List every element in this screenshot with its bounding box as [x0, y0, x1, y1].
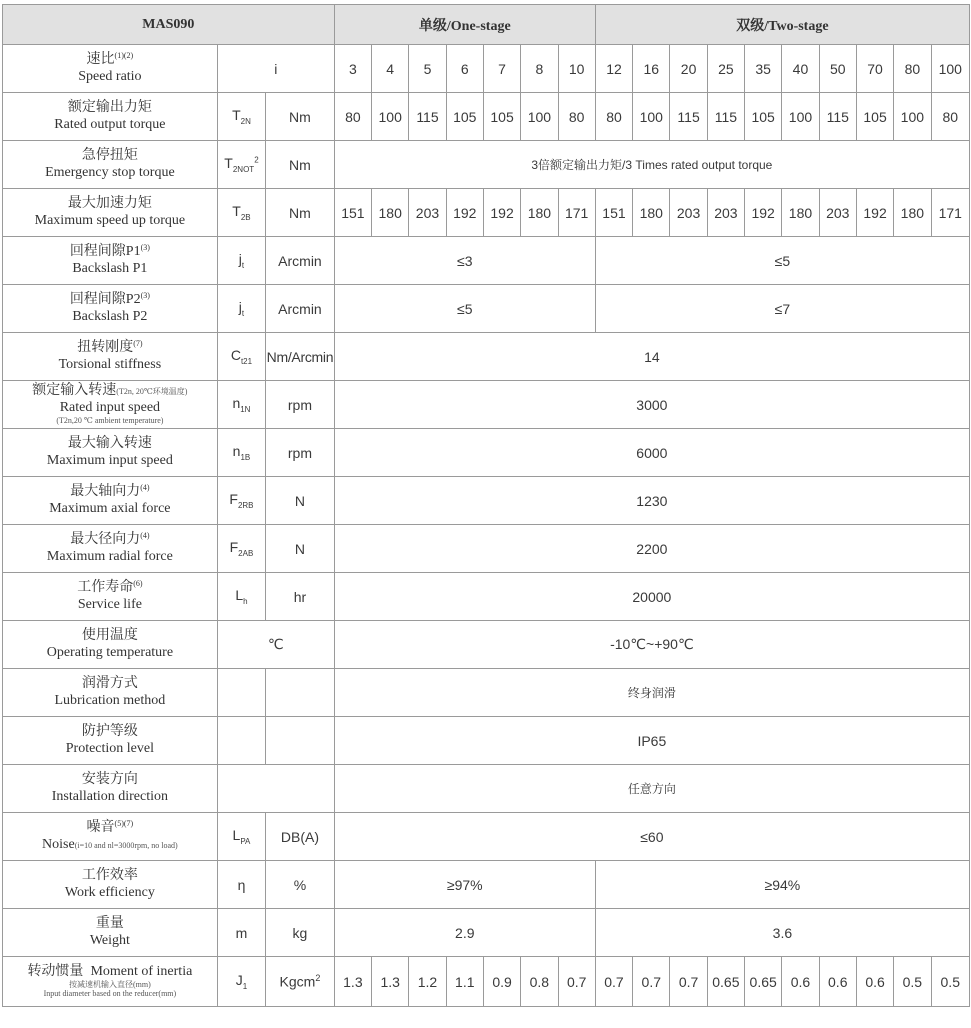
value-cell: 40: [782, 45, 819, 93]
value-cell: 0.5: [894, 957, 931, 1007]
param-symbol: $n_{1N}$: [217, 381, 265, 429]
row-installation-direction: [3, 765, 970, 813]
param-unit: N: [266, 525, 335, 573]
value-cell: 203: [819, 189, 856, 237]
one-stage-value: 2.9: [334, 909, 595, 957]
param-symbol: $j_t$: [217, 285, 265, 333]
param-unit: ℃: [217, 621, 334, 669]
empty-cell: [266, 669, 335, 717]
value-cell: 35: [745, 45, 782, 93]
row-rated-output-torque: [3, 93, 970, 141]
one-stage-value: ≥97%: [334, 861, 595, 909]
value-cell: 180: [521, 189, 558, 237]
param-symbol: $F_{2RB}$: [217, 477, 265, 525]
param-unit: %: [266, 861, 335, 909]
empty-cell: [217, 765, 334, 813]
param-symbol: i: [217, 45, 334, 93]
value-cell: 1.1: [446, 957, 483, 1007]
value-cell: 151: [595, 189, 632, 237]
value-cell: 80: [334, 93, 371, 141]
param-unit: N: [266, 477, 335, 525]
model-name: MAS090: [3, 5, 335, 45]
param-name: 噪音$^{(5)(7)}$ Noise(i=10 and nl=3000rpm, no load): [3, 813, 218, 861]
param-unit: Nm: [266, 141, 335, 189]
row-max-radial-force: [3, 525, 970, 573]
empty-cell: [217, 717, 265, 765]
row-speed-ratio: [3, 45, 970, 93]
value-cell: 12: [595, 45, 632, 93]
value-cell: 180: [782, 189, 819, 237]
value-cell: 3倍额定输出力矩/3 Times rated output torque: [334, 141, 969, 189]
two-stage-value: ≥94%: [595, 861, 969, 909]
value-cell: 0.7: [633, 957, 670, 1007]
two-stage-value: 3.6: [595, 909, 969, 957]
value-cell: 80: [595, 93, 632, 141]
value-cell: 192: [483, 189, 520, 237]
value-cell: 80: [931, 93, 970, 141]
row-rated-input-speed: [3, 381, 970, 429]
param-unit: Kgcm$^2$: [266, 957, 335, 1007]
row-backlash-p1: [3, 237, 970, 285]
param-symbol: $J_1$: [217, 957, 265, 1007]
value-cell: 0.8: [521, 957, 558, 1007]
value-cell: 1230: [334, 477, 969, 525]
row-weight: [3, 909, 970, 957]
value-cell: 105: [856, 93, 893, 141]
param-name: 最大加速力矩 Maximum speed up torque: [3, 189, 218, 237]
value-cell: 6000: [334, 429, 969, 477]
row-noise: [3, 813, 970, 861]
empty-cell: [266, 717, 335, 765]
param-name: 工作效率 Work efficiency: [3, 861, 218, 909]
value-cell: 25: [707, 45, 744, 93]
param-name: 使用温度 Operating temperature: [3, 621, 218, 669]
value-cell: 100: [931, 45, 970, 93]
param-unit: Nm: [266, 93, 335, 141]
value-cell: 100: [782, 93, 819, 141]
param-symbol: $T_{2B}$: [217, 189, 265, 237]
value-cell: 0.5: [931, 957, 970, 1007]
row-torsional-stiffness: [3, 333, 970, 381]
value-cell: IP65: [334, 717, 969, 765]
row-max-input-speed: [3, 429, 970, 477]
param-name: 最大径向力$^{(4)}$ Maximum radial force: [3, 525, 218, 573]
value-cell: 7: [483, 45, 520, 93]
empty-cell: [217, 669, 265, 717]
row-operating-temperature: [3, 621, 970, 669]
param-name: 工作寿命$^{(6)}$ Service life: [3, 573, 218, 621]
value-cell: 0.9: [483, 957, 520, 1007]
value-cell: 5: [409, 45, 446, 93]
param-symbol: $T_{2NOT}^2$: [217, 141, 265, 189]
value-cell: 0.65: [707, 957, 744, 1007]
row-service-life: [3, 573, 970, 621]
param-unit: Arcmin: [266, 237, 335, 285]
row-backlash-p2: [3, 285, 970, 333]
param-symbol: $L_h$: [217, 573, 265, 621]
param-name: 最大输入转速 Maximum input speed: [3, 429, 218, 477]
value-cell: 100: [521, 93, 558, 141]
param-unit: Arcmin: [266, 285, 335, 333]
param-name: 额定输出力矩 Rated output torque: [3, 93, 218, 141]
param-symbol: $n_{1B}$: [217, 429, 265, 477]
param-unit: hr: [266, 573, 335, 621]
value-cell: 192: [446, 189, 483, 237]
value-cell: -10℃~+90℃: [334, 621, 969, 669]
row-work-efficiency: [3, 861, 970, 909]
param-symbol: $L_{PA}$: [217, 813, 265, 861]
value-cell: 171: [931, 189, 970, 237]
value-cell: 8: [521, 45, 558, 93]
value-cell: 1.3: [372, 957, 409, 1007]
value-cell: 192: [745, 189, 782, 237]
row-max-axial-force: [3, 477, 970, 525]
value-cell: 2200: [334, 525, 969, 573]
param-unit: Nm/Arcmin: [266, 333, 335, 381]
value-cell: 0.6: [856, 957, 893, 1007]
one-stage-value: ≤5: [334, 285, 595, 333]
value-cell: 14: [334, 333, 969, 381]
value-cell: 192: [856, 189, 893, 237]
value-cell: 0.7: [595, 957, 632, 1007]
param-symbol: $F_{2AB}$: [217, 525, 265, 573]
param-name: 转动惯量 Moment of inertia 按减速机输入直径(mm) Input diameter based on the reducer(mm): [3, 957, 218, 1007]
value-cell: 115: [707, 93, 744, 141]
value-cell: 50: [819, 45, 856, 93]
param-name: 重量 Weight: [3, 909, 218, 957]
header-row: [3, 5, 970, 45]
param-name: 回程间隙P1$^{(3)}$ Backslash P1: [3, 237, 218, 285]
param-name: 防护等级 Protection level: [3, 717, 218, 765]
value-cell: 任意方向: [334, 765, 969, 813]
value-cell: 终身润滑: [334, 669, 969, 717]
value-cell: 115: [409, 93, 446, 141]
value-cell: 10: [558, 45, 595, 93]
param-name: 急停扭矩 Emergency stop torque: [3, 141, 218, 189]
row-protection-level: [3, 717, 970, 765]
param-symbol: $C_{t21}$: [217, 333, 265, 381]
one-stage-header: 单级/One-stage: [334, 5, 595, 45]
param-name: 最大轴向力$^{(4)}$ Maximum axial force: [3, 477, 218, 525]
row-moment-of-inertia: [3, 957, 970, 1007]
value-cell: 151: [334, 189, 371, 237]
value-cell: 0.65: [745, 957, 782, 1007]
value-cell: 20000: [334, 573, 969, 621]
row-emergency-stop-torque: [3, 141, 970, 189]
value-cell: 0.6: [782, 957, 819, 1007]
param-unit: rpm: [266, 429, 335, 477]
two-stage-value: ≤7: [595, 285, 969, 333]
value-cell: 180: [633, 189, 670, 237]
value-cell: 4: [372, 45, 409, 93]
value-cell: ≤60: [334, 813, 969, 861]
param-name: 额定输入转速(T2n, 20℃环境温度) Rated input speed (T2n,20 ℃ ambient temperature): [3, 381, 218, 429]
param-name: 速比$^{(1)(2)}$ Speed ratio: [3, 45, 218, 93]
value-cell: 100: [372, 93, 409, 141]
value-cell: 0.7: [558, 957, 595, 1007]
row-lubrication-method: [3, 669, 970, 717]
value-cell: 203: [409, 189, 446, 237]
param-name: 安装方向 Installation direction: [3, 765, 218, 813]
param-unit: kg: [266, 909, 335, 957]
value-cell: 180: [372, 189, 409, 237]
value-cell: 105: [483, 93, 520, 141]
value-cell: 203: [707, 189, 744, 237]
value-cell: 105: [745, 93, 782, 141]
param-symbol: m: [217, 909, 265, 957]
param-unit: Nm: [266, 189, 335, 237]
value-cell: 6: [446, 45, 483, 93]
two-stage-value: ≤5: [595, 237, 969, 285]
value-cell: 70: [856, 45, 893, 93]
param-unit: rpm: [266, 381, 335, 429]
value-cell: 3000: [334, 381, 969, 429]
value-cell: 0.7: [670, 957, 707, 1007]
value-cell: 171: [558, 189, 595, 237]
row-max-speed-up-torque: [3, 189, 970, 237]
two-stage-header: 双级/Two-stage: [595, 5, 969, 45]
param-name: 回程间隙P2$^{(3)}$ Backslash P2: [3, 285, 218, 333]
param-symbol: $j_t$: [217, 237, 265, 285]
value-cell: 16: [633, 45, 670, 93]
value-cell: 1.2: [409, 957, 446, 1007]
param-symbol: η: [217, 861, 265, 909]
value-cell: 180: [894, 189, 931, 237]
param-name: 润滑方式 Lubrication method: [3, 669, 218, 717]
param-name: 扭转刚度$^{(7)}$ Torsional stiffness: [3, 333, 218, 381]
value-cell: 80: [558, 93, 595, 141]
param-unit: DB(A): [266, 813, 335, 861]
spec-table: [2, 4, 970, 1007]
value-cell: 100: [894, 93, 931, 141]
value-cell: 1.3: [334, 957, 371, 1007]
param-symbol: $T_{2N}$: [217, 93, 265, 141]
value-cell: 115: [670, 93, 707, 141]
value-cell: 100: [633, 93, 670, 141]
value-cell: 203: [670, 189, 707, 237]
value-cell: 105: [446, 93, 483, 141]
value-cell: 0.6: [819, 957, 856, 1007]
value-cell: 115: [819, 93, 856, 141]
one-stage-value: ≤3: [334, 237, 595, 285]
value-cell: 3: [334, 45, 371, 93]
value-cell: 80: [894, 45, 931, 93]
value-cell: 20: [670, 45, 707, 93]
